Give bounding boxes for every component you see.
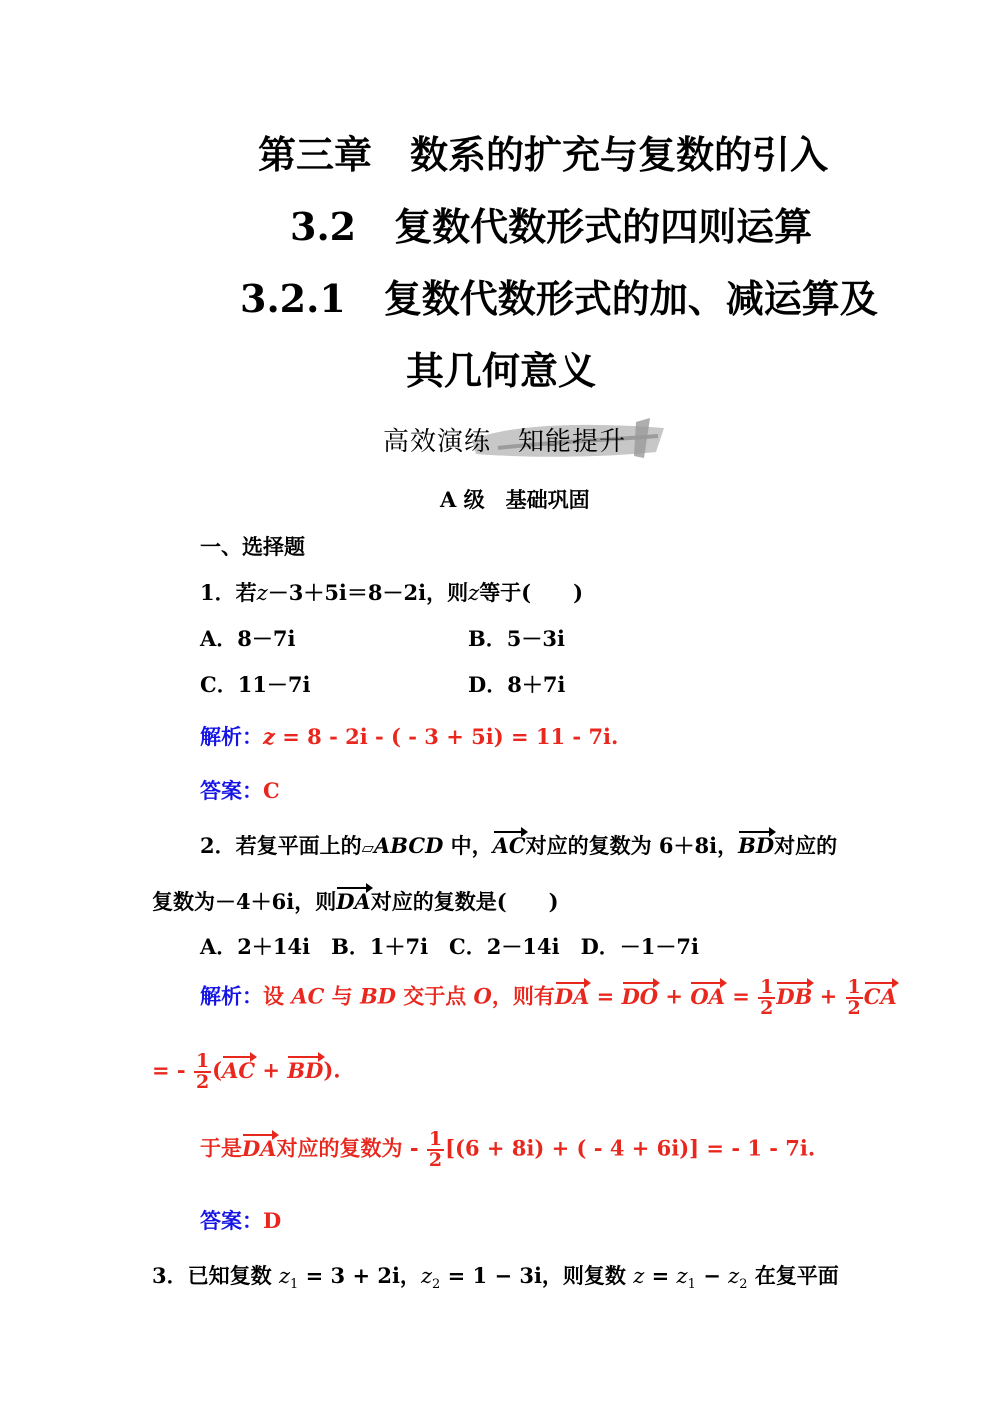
vector-bd: BD: [738, 833, 775, 858]
q3-post: 在复平面: [747, 1263, 839, 1288]
fraction-den: 2: [847, 997, 861, 1019]
plus-sign-3: +: [255, 1057, 288, 1083]
vector-ac: AC: [492, 833, 526, 858]
q1-analysis-body: = 8 - 2i - ( - 3 + 5i) = 11 - 7i.: [274, 724, 619, 749]
q3-z2: z: [420, 1264, 433, 1288]
q3-z: z: [633, 1264, 645, 1288]
q3-z1b: z: [676, 1264, 688, 1288]
q3-eq2: = 1 − 3i，则复数: [440, 1263, 634, 1288]
q2-stem1-post: 对应的: [774, 833, 838, 858]
vector-da: DA: [336, 889, 371, 914]
q3-sub2: 2: [432, 1277, 441, 1293]
q2-analysis-pre: 设: [263, 984, 292, 1009]
vector-da-2: DA: [554, 983, 590, 1009]
q1-stem-pre: 1．若: [200, 580, 257, 605]
fraction-num: 1: [428, 1128, 443, 1150]
q3-eq1: = 3 + 2i，: [298, 1263, 421, 1288]
q1-answer-label: 答案：: [200, 779, 263, 803]
parallelogram-symbol: ▱: [361, 838, 374, 857]
q2-analysis-mid2: 交于点: [395, 984, 474, 1009]
q3-sub1b: 1: [687, 1277, 696, 1293]
q3-z1: z: [278, 1264, 291, 1288]
q2-stem2-pre: 复数为－4＋6i，则: [152, 889, 337, 914]
fraction-den: 2: [428, 1149, 443, 1171]
fraction-num: 1: [760, 976, 774, 998]
fraction-half-4: [427, 1130, 444, 1170]
q1-option-b: B．5－3i: [468, 626, 565, 651]
q3-z2b: z: [728, 1264, 740, 1288]
vector-db: DB: [776, 983, 813, 1009]
q2-analysis-line2: [152, 1052, 341, 1092]
vector-ac-2: AC: [222, 1057, 256, 1083]
q2-analysis-mid3: ，则有: [491, 984, 555, 1009]
q1-var-z: z: [256, 581, 268, 605]
fraction-half-1: [758, 978, 775, 1018]
fraction-num: 1: [847, 976, 861, 998]
q2-stem1-mid2: 对应的复数为 6＋8i，: [525, 833, 739, 858]
q3-sub1: 1: [290, 1277, 299, 1293]
eq-sign-2: =: [724, 983, 758, 1009]
vector-oa: OA: [690, 983, 725, 1009]
vector-do: DO: [621, 983, 659, 1009]
q2-abcd: ABCD: [373, 833, 444, 858]
q2-stem1-mid: 中，: [443, 833, 493, 858]
q3-eq3: =: [644, 1263, 677, 1288]
q2-line3-pre: 于是: [200, 1136, 242, 1161]
q2-options: A．2＋14i B．1＋7i C．2－14i D．－1－7i: [200, 934, 699, 959]
section-title: 3.2 复数代数形式的四则运算: [290, 204, 813, 249]
q2-stem2-post: 对应的复数是( ): [370, 889, 559, 914]
q1-stem-post: 等于( ): [479, 580, 584, 605]
q2-stem1-pre: 2．若复平面上的: [200, 833, 362, 858]
q2-answer-value: D: [263, 1208, 282, 1233]
q2-stem-line1: [200, 830, 837, 860]
eq-sign-1: =: [589, 983, 622, 1009]
q2-line3-mid: 对应的复数为 -: [276, 1136, 426, 1161]
q2-line2-post: ).: [323, 1057, 341, 1083]
q2-answer: [200, 1205, 281, 1235]
q1-analysis: [200, 721, 618, 751]
plus-sign-2: +: [812, 983, 845, 1009]
q3-sub2b: 2: [739, 1277, 748, 1293]
q1-answer-value: C: [263, 778, 280, 803]
q2-bd-plain: BD: [359, 983, 396, 1009]
q3-minus: −: [695, 1263, 729, 1288]
q2-ac-plain: AC: [291, 983, 325, 1009]
fraction-num: 1: [195, 1050, 210, 1072]
banner-text: 高效演练 知能提升: [383, 427, 627, 457]
q3-pre: 3．已知复数: [152, 1263, 279, 1288]
vector-da-3: DA: [242, 1135, 277, 1161]
paren-open: (: [212, 1057, 223, 1083]
q1-var-z2: z: [468, 581, 480, 605]
q2-analysis-mid1: 与: [324, 984, 360, 1009]
chapter-title: 第三章 数系的扩充与复数的引入: [258, 132, 829, 177]
part-heading: 一、选择题: [200, 534, 305, 559]
q1-analysis-label: 解析：: [200, 725, 263, 749]
subsection-title-line1: 3.2.1 复数代数形式的加、减运算及: [240, 276, 878, 321]
q2-line3-post: [(6 + 8i) + ( - 4 + 6i)] = - 1 - 7i.: [445, 1135, 816, 1161]
q2-answer-label: 答案：: [200, 1209, 263, 1233]
vector-ca: CA: [863, 983, 897, 1009]
fraction-den: 2: [760, 997, 774, 1019]
fraction-half-2: [846, 978, 863, 1018]
q1-answer: [200, 775, 280, 805]
q1-option-a: A．8－7i: [200, 626, 296, 651]
plus-sign-1: +: [658, 983, 691, 1009]
q1-analysis-z: z: [263, 724, 275, 749]
q2-point-o: O: [473, 983, 492, 1009]
q1-option-c: C．11－7i: [200, 672, 311, 697]
q2-analysis-line3: [200, 1130, 815, 1170]
q1-option-d: D．8＋7i: [468, 672, 566, 697]
level-heading: A 级 基础巩固: [440, 487, 590, 512]
fraction-den: 2: [195, 1071, 210, 1093]
q2-analysis-label: 解析：: [200, 984, 263, 1009]
q1-stem: [200, 577, 583, 607]
q2-stem-line2: [152, 886, 559, 916]
q2-analysis-line1: [200, 978, 897, 1018]
q1-stem-mid: －3＋5i＝8－2i，则: [267, 580, 469, 605]
vector-bd-2: BD: [287, 1057, 324, 1083]
q2-line2-pre: = -: [152, 1057, 193, 1083]
q3-stem: [152, 1260, 839, 1292]
subsection-title-line2: 其几何意义: [406, 348, 597, 393]
fraction-half-3: [194, 1052, 211, 1092]
